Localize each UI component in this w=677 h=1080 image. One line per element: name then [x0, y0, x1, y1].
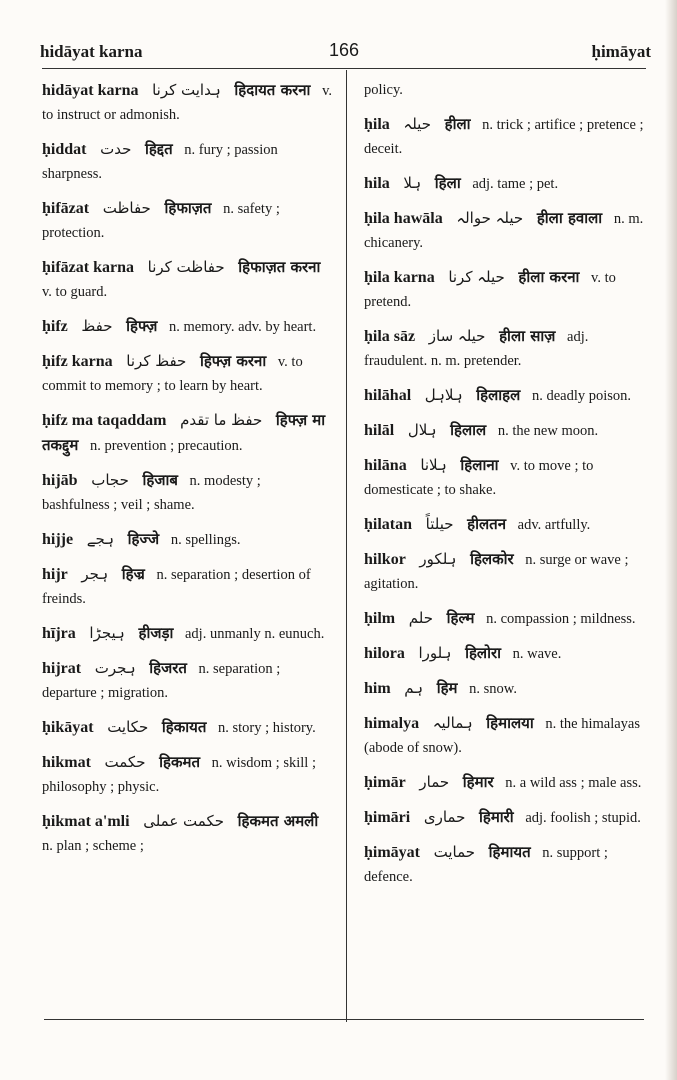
entry-headword: hilāhal [364, 387, 412, 404]
entry-definition: n. trick ; artifice ; pretence ; deceit. [364, 117, 644, 157]
entry-definition: n. a wild ass ; male ass. [505, 775, 642, 791]
entry-urdu: ہجرت [94, 659, 136, 677]
entry-hindi: हिकमत [159, 753, 201, 771]
entry-headword: hila [364, 175, 390, 192]
dictionary-entry [42, 621, 332, 646]
dictionary-entry [364, 840, 654, 889]
entry-urdu: ہم [404, 679, 424, 697]
entry-definition: n. separation ; departure ; migration. [42, 661, 281, 701]
entry-definition: n. the new moon. [497, 423, 599, 439]
dictionary-entry [364, 206, 654, 255]
dictionary-entry [42, 715, 332, 740]
entry-hindi: हिम [436, 679, 458, 697]
entry-definition: v. to commit to memory ; to learn by heart. [42, 354, 303, 394]
entry-headword: ḥimār [364, 774, 406, 791]
entry-hindi: हिकमत अमली [237, 812, 319, 830]
dictionary-entry [42, 196, 332, 245]
entry-headword: hilkor [364, 551, 406, 568]
entry-headword: ḥila sāz [364, 328, 416, 345]
entry-hindi: हिमार [462, 773, 494, 791]
entry-definition: n. compassion ; mildness. [486, 611, 636, 627]
dictionary-entry [364, 418, 654, 443]
entry-headword: himalya [364, 715, 420, 732]
dictionary-entry [364, 547, 654, 596]
entry-headword: ḥilm [364, 610, 396, 627]
dictionary-entry [42, 527, 332, 552]
entry-definition: adj. unmanly n. eunuch. [185, 626, 325, 642]
dictionary-entry [364, 606, 654, 631]
entry-urdu: ہمالیہ [432, 714, 473, 732]
entry-headword: hijrat [42, 660, 82, 677]
entry-headword: ḥila hawāla [364, 210, 443, 227]
page-number: 166 [329, 40, 360, 60]
dictionary-entry [364, 676, 654, 701]
entry-definition: n. prevention ; precaution. [89, 438, 243, 454]
entry-definition: v. to move ; to domesticate ; to shake. [364, 458, 594, 498]
dictionary-entry [42, 349, 332, 398]
entry-hindi: हिलाल [450, 421, 487, 439]
entry-hindi: हीजड़ा [138, 624, 174, 642]
entry-hindi: हिफाज़त [164, 199, 212, 217]
entry-urdu: حکمت عملی [143, 812, 225, 830]
entry-hindi: हिजरत [149, 659, 187, 677]
entry-hindi: हिफ्ज़ मा तकद्दुम [42, 411, 326, 454]
header-rule [42, 68, 646, 69]
entry-definition: n. wave. [512, 646, 562, 662]
entry-headword: ḥimāri [364, 809, 411, 826]
entry-definition: adj. foolish ; stupid. [525, 810, 641, 826]
entry-hindi: हिकायत [161, 718, 207, 736]
entry-definition: n. fury ; passion sharpness. [42, 142, 278, 182]
entry-headword: ḥifz karna [42, 353, 113, 370]
entry-hindi: हिल्म [446, 609, 475, 627]
entry-headword: ḥimāyat [364, 844, 420, 861]
entry-urdu: ہلکور [419, 550, 457, 568]
entry-urdu: ہجے [86, 530, 114, 548]
entry-definition: adj. tame ; pet. [472, 176, 559, 192]
header-last-word: ḥimāyat [591, 42, 651, 61]
entry-definition: n. support ; defence. [364, 845, 608, 885]
entry-headword: hijr [42, 566, 68, 583]
entry-headword: hilāl [364, 422, 395, 439]
entry-urdu: ہلاہل [424, 386, 463, 404]
dictionary-entry [42, 656, 332, 705]
entry-hindi: हीला करना [518, 268, 580, 286]
dictionary-entry [42, 468, 332, 517]
entry-definition: n. m. chicanery. [364, 211, 644, 251]
entry-headword: hilāna [364, 457, 407, 474]
dictionary-entry [364, 770, 654, 795]
page-header [40, 38, 651, 66]
entry-hindi: हीला साज़ [499, 327, 556, 345]
entry-headword: ḥifz ma taqaddam [42, 412, 167, 429]
entry-definition: n. surge or wave ; agitation. [364, 552, 629, 592]
entry-hindi: हिज्र [121, 565, 145, 583]
entry-hindi: हिमायत [488, 843, 531, 861]
entry-urdu: ہیجڑا [89, 624, 125, 642]
entry-definition: n. snow. [469, 681, 517, 697]
dictionary-entry [42, 408, 332, 458]
entry-hindi: हिलाना [460, 456, 499, 474]
entry-urdu: حیلہ [403, 115, 431, 133]
dictionary-entry [364, 512, 654, 537]
entry-hindi: हिलाहल [476, 386, 521, 404]
dictionary-entry [364, 453, 654, 502]
entry-headword: ḥikāyat [42, 719, 94, 736]
entry-headword: hijje [42, 531, 74, 548]
entry-headword: him [364, 680, 391, 697]
entry-urdu: ہجر [81, 565, 109, 583]
dictionary-entry [364, 805, 654, 830]
entry-hindi: हिला [434, 174, 461, 192]
entry-hindi: हीलतन [467, 515, 507, 533]
entry-headword: hījra [42, 625, 76, 642]
entry-urdu: حفاظت کرنا [147, 258, 225, 276]
entry-headword: ḥiddat [42, 141, 87, 158]
dictionary-entry [364, 383, 654, 408]
entry-urdu: حمار [419, 773, 450, 791]
left-column [42, 78, 332, 868]
entry-hindi: हिफ्ज़ [126, 317, 158, 335]
entry-urdu: حکمت [104, 753, 146, 771]
entry-urdu: حدت [100, 140, 132, 158]
dictionary-entry [42, 314, 332, 339]
entry-urdu: حجاب [91, 471, 129, 489]
entry-headword: ḥifz [42, 318, 68, 335]
entry-urdu: حیلتاً [425, 515, 454, 533]
column-divider [346, 70, 347, 1022]
entry-definition: n. plan ; scheme ; [42, 838, 144, 854]
entry-hindi: हिफ्ज़ करना [199, 352, 267, 370]
entry-urdu: حمایت [433, 843, 476, 861]
dictionary-entry [364, 641, 654, 666]
entry-hindi: हिजाब [142, 471, 178, 489]
header-first-word: hidāyat karna [40, 42, 143, 61]
entry-definition: n. modesty ; bashfulness ; veil ; shame. [42, 473, 261, 513]
entry-urdu: حماری [423, 808, 466, 826]
entry-headword: ḥila karna [364, 269, 435, 286]
entry-urdu: حفظ [81, 317, 113, 335]
entry-definition: n. memory. adv. by heart. [168, 319, 317, 335]
dictionary-entry [42, 562, 332, 611]
dictionary-entry [364, 265, 654, 314]
entry-hindi: हीला [444, 115, 471, 133]
entry-headword: hijāb [42, 472, 78, 489]
entry-urdu: حیلہ کرنا [448, 268, 505, 286]
dictionary-entry [364, 78, 654, 102]
entry-headword: ḥilatan [364, 516, 413, 533]
entry-urdu: حلم [408, 609, 433, 627]
dictionary-entry [42, 137, 332, 186]
entry-headword: ḥifāzat karna [42, 259, 134, 276]
entry-urdu: حفاظت [102, 199, 151, 217]
entry-headword: hilora [364, 645, 405, 662]
entry-hindi: हिज्जे [127, 530, 160, 548]
entry-definition: n. deadly poison. [531, 388, 632, 404]
dictionary-entry [364, 171, 654, 196]
entry-urdu: ہلانا [420, 456, 447, 474]
entry-definition: n. story ; history. [218, 720, 316, 736]
entry-definition: adj. fraudulent. n. m. pretender. [364, 329, 589, 369]
entry-hindi: हिलोरा [465, 644, 501, 662]
page-edge-shadow [665, 0, 677, 1080]
entry-hindi: हिमालया [486, 714, 534, 732]
dictionary-entry [42, 809, 332, 858]
entry-urdu: حیلہ ساز [428, 327, 486, 345]
entry-definition: v. to guard. [42, 284, 108, 300]
footer-rule [44, 1019, 644, 1020]
entry-urdu: ہدایت کرنا [152, 81, 221, 99]
entry-urdu: حفظ ما تقدم [180, 411, 263, 429]
right-column [364, 78, 654, 899]
entry-headword: ḥifāzat [42, 200, 90, 217]
entry-urdu: حکایت [107, 718, 149, 736]
entry-definition: v. to pretend. [364, 270, 616, 310]
entry-definition: adv. artfully. [517, 517, 591, 533]
entry-hindi: हिदायत करना [234, 81, 311, 99]
entry-hindi: हिमारी [478, 808, 514, 826]
entry-definition: n. separation ; desertion of freinds. [42, 567, 311, 607]
entry-definition: n. the himalayas (abode of snow). [364, 716, 641, 756]
entry-definition: v. to instruct or admonish. [42, 83, 332, 123]
entry-definition: n. spellings. [170, 532, 241, 548]
entry-hindi: हिफाज़त करना [238, 258, 321, 276]
dictionary-entry [364, 711, 654, 760]
dictionary-entry [364, 112, 654, 161]
dictionary-entry [42, 255, 332, 304]
entry-definition: n. wisdom ; skill ; philosophy ; physic. [42, 755, 316, 795]
entry-urdu: ہلا [403, 174, 422, 192]
entry-urdu: حفظ کرنا [126, 352, 187, 370]
entry-headword: hikmat [42, 754, 91, 771]
entry-hindi: हीला हवाला [536, 209, 603, 227]
entry-hindi: हिलकोर [470, 550, 514, 568]
entry-headword: hidāyat karna [42, 82, 139, 99]
entry-headword: ḥila [364, 116, 390, 133]
entry-urdu: ہلال [407, 421, 437, 439]
entry-headword: ḥikmat a'mli [42, 813, 130, 830]
entry-urdu: حیلہ حوالہ [456, 209, 524, 227]
entry-definition: n. safety ; protection. [42, 201, 280, 241]
dictionary-entry [364, 324, 654, 373]
entry-urdu: ہلورا [418, 644, 452, 662]
entry-hindi: हिद्दत [145, 140, 173, 158]
entry-definition: policy. [364, 82, 403, 98]
dictionary-entry [42, 78, 332, 127]
dictionary-entry [42, 750, 332, 799]
